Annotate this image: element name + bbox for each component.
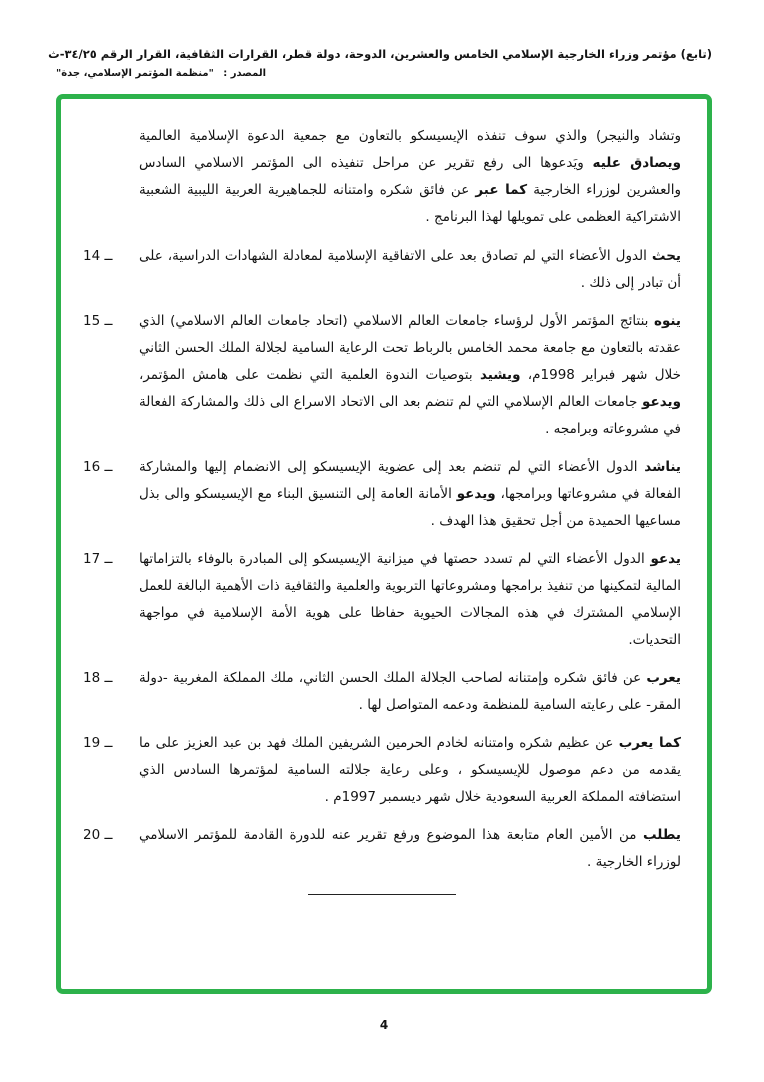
item-number: 17 ــ xyxy=(83,551,113,567)
emphasized-phrase: يعرب xyxy=(646,670,681,686)
text-run: بتوصيات الندوة العلمية التي نظمت على هامش المؤتمر، xyxy=(139,367,480,383)
item-text xyxy=(139,243,681,297)
emphasized-phrase: ويدعو xyxy=(642,394,681,410)
item-number: 16 ــ xyxy=(83,459,113,475)
emphasized-phrase: ويصادق عليه xyxy=(592,155,681,171)
end-rule xyxy=(308,894,456,895)
emphasized-phrase: يناشد xyxy=(644,459,681,475)
emphasized-phrase: يحث xyxy=(651,248,681,264)
page-number: 4 xyxy=(379,1018,389,1032)
source-label: المصدر : xyxy=(223,68,267,79)
resolution-item xyxy=(83,730,681,811)
source-value: "منظمة المؤتمر الإسلامي، جدة" xyxy=(56,68,214,79)
green-border-frame xyxy=(56,94,712,994)
emphasized-phrase: ويشيد xyxy=(479,367,521,383)
emphasized-phrase: كما عبر xyxy=(475,182,528,198)
intro-paragraph xyxy=(139,123,681,231)
item-number: 18 ــ xyxy=(83,670,113,686)
item-number: 14 ــ xyxy=(83,248,113,264)
text-run: عن عظيم شكره وامتنانه لخادم الحرمين الشريفين الملك فهد بن عبد العزيز على ما يقدمه من دعم موصول للإيسيسكو ، وعلى رعاية جلالته السامية لمؤتمرها السادس الذي استضافته المملكة العربية السعودية خلال شهر ديسمبر 1997م . xyxy=(139,735,681,805)
text-run: عن فائق شكره وامتنانه للجماهيرية العربية الليبية الشعبية الاشتراكية العظمى على تمويلها لهذا البرنامج . xyxy=(139,182,681,225)
resolution-item xyxy=(83,822,681,876)
document-header: (تابع) مؤتمر وزراء الخارجية الإسلامي الخامس والعشرين، الدوحة، دولة قطر، القرارات الثقافية، القرار الرقم ٣٤/٢٥-ث xyxy=(48,47,712,61)
text-run: الأمانة العامة إلى التنسيق البناء مع الإيسيسكو والى بذل مساعيها الحميدة من أجل تحقيق هذا الهدف . xyxy=(139,486,681,529)
emphasized-phrase: كما يعرب xyxy=(618,735,681,751)
emphasized-phrase: يدعو xyxy=(650,551,681,567)
text-run: من الأمين العام متابعة هذا الموضوع ورفع تقرير عنه للدورة القادمة للمؤتمر الاسلامي لوزراء الخارجية . xyxy=(139,827,681,870)
text-run: ويَدعوها الى رفع تقرير عن مراحل تنفيذه الى المؤتمر الاسلامي السادس والعشرين لوزراء الخارجية xyxy=(139,155,681,198)
resolution-item xyxy=(83,454,681,535)
item-number: 15 ــ xyxy=(83,313,113,329)
emphasized-phrase: ينوه xyxy=(653,313,681,329)
text-run: الدول الأعضاء التي لم تصادق بعد على الاتفاقية الإسلامية لمعادلة الشهادات الدراسية، على أن تبادر إلى ذلك . xyxy=(139,248,681,291)
item-text xyxy=(139,822,681,876)
resolution-items xyxy=(83,243,681,876)
resolution-item xyxy=(83,665,681,719)
resolution-item xyxy=(83,546,681,654)
resolution-item xyxy=(83,308,681,443)
resolution-item xyxy=(83,243,681,297)
item-text xyxy=(139,308,681,443)
item-number: 19 ــ xyxy=(83,735,113,751)
text-run: الدول الأعضاء التي لم تنضم بعد إلى عضوية الإيسيسكو إلى الانضمام إليها والمشاركة الفعالة في مشروعاتها وبرامجها، xyxy=(139,459,681,502)
text-run: وتشاد والنيجر) والذي سوف تنفذه الإيسيسكو بالتعاون مع جمعية الدعوة الإسلامية العالمية xyxy=(139,128,681,144)
item-text xyxy=(139,665,681,719)
source-line xyxy=(56,67,712,81)
text-run: عن فائق شكره وإمتنانه لصاحب الجلالة الملك الحسن الثاني، ملك المملكة المغربية -دولة المقر- على رعايته السامية للمنظمة ودعمه المتواصل لها . xyxy=(139,670,681,713)
text-run: بنتائج المؤتمر الأول لرؤساء جامعات العالم الاسلامي (اتحاد جامعات العالم الاسلامي) الذي عقدته بالتعاون مع جامعة محمد الخامس بالرباط تحت الرعاية السامية لجلالة الملك الحسن الثاني خلال شهر فبراير 1998م، xyxy=(139,313,682,383)
item-number: 20 ــ xyxy=(83,827,113,843)
text-run: الدول الأعضاء التي لم تسدد حصتها في ميزانية الإيسيسكو إلى المبادرة بالوفاء بالتزاماتها المالية لتمكينها من تنفيذ برامجها ومشروعاتها التربوية والعلمية والثقافية ذات الأهمية البالغة للعمل الإسلامي المشترك في هذه المجالات الحيوية حفاظا على هوية الأمة الإسلامية في مواجهة التحديات. xyxy=(139,551,681,648)
emphasized-phrase: يطلب xyxy=(642,827,681,843)
item-text xyxy=(139,730,681,811)
item-text xyxy=(139,454,681,535)
text-run: جامعات العالم الإسلامي التي لم تنضم بعد الى الاتحاد الاسراع الى ذلك والمشاركة الفعالة في مشروعاته وبرامجه . xyxy=(139,394,681,437)
emphasized-phrase: ويدعو xyxy=(456,486,496,502)
item-text xyxy=(139,546,681,654)
